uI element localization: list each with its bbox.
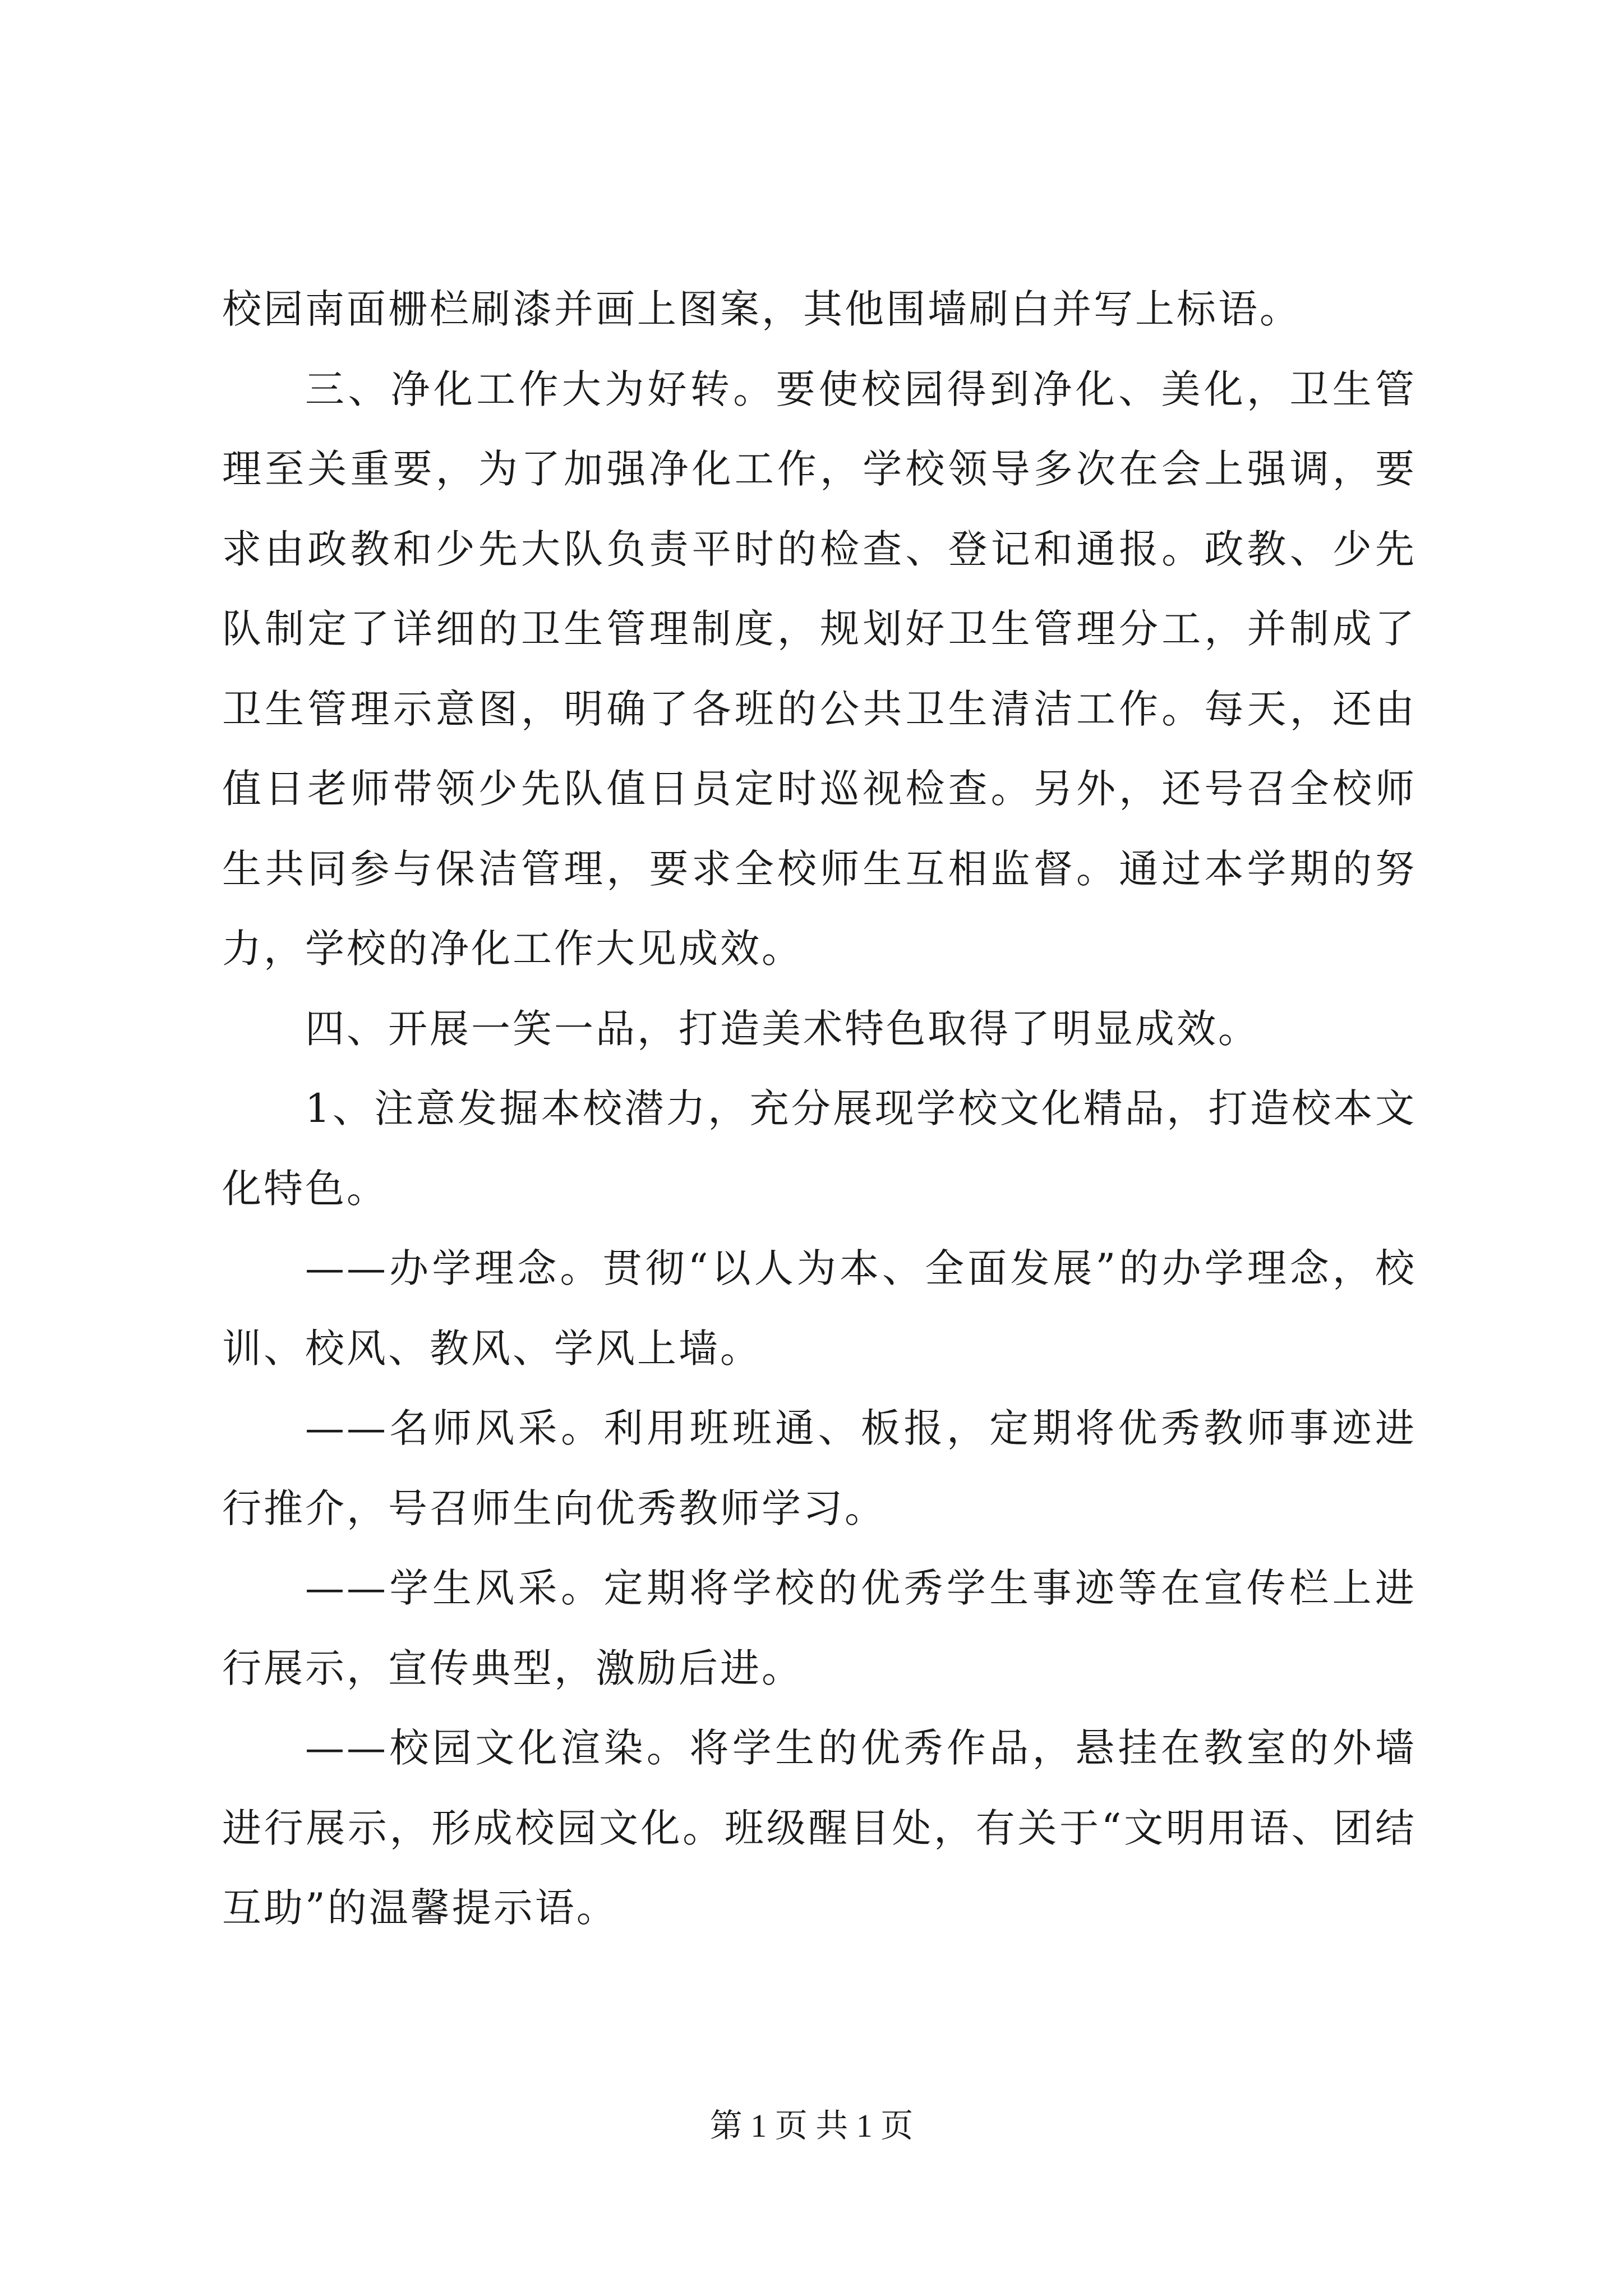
paragraph-section-three: 三、净化工作大为好转。要使校园得到净化、美化，卫生管理至关重要，为了加强净化工作，学校领导多次在会上强调，要求由政教和少先大队负责平时的检查、登记和通报。政教、少先队制定了详细的卫生管理制度，规划好卫生管理分工，并制成了卫生管理示意图，明确了各班的公共卫生清洁工作。每天，还由值日老师带领少先队值日员定时巡视检查。另外，还号召全校师生共同参与保洁管理，要求全校师生互相监督。通过本学期的努力，学校的净化工作大见成效。: [222, 366, 1417, 972]
paragraph-campus-culture: ——校园文化渲染。将学生的优秀作品，悬挂在教室的外墙进行展示，形成校园文化。班级醒目处，有关于“文明用语、团结互助”的温馨提示语。: [222, 1725, 1417, 1931]
paragraph-section-four: 四、开展一笑一品，打造美术特色取得了明显成效。: [305, 1005, 1260, 1052]
paragraph-school-philosophy: ——办学理念。贯彻“以人为本、全面发展”的办学理念，校训、校风、教风、学风上墙。: [222, 1245, 1417, 1372]
document-body: [222, 269, 1417, 1948]
paragraph-student-showcase: ——学生风采。定期将学校的优秀学生事迹等在宣传栏上进行展示，宣传典型，激励后进。: [222, 1565, 1417, 1691]
paragraph-continuation: 校园南面栅栏刷漆并画上图案，其他围墙刷白并写上标语。: [222, 286, 1301, 332]
page-number-footer: 第 1 页 共 1 页: [709, 2108, 914, 2144]
paragraph-teacher-showcase: ——名师风采。利用班班通、板报，定期将优秀教师事迹进行推介，号召师生向优秀教师学习。: [222, 1405, 1417, 1531]
paragraph-item-one: 1、注意发掘本校潜力，充分展现学校文化精品，打造校本文化特色。: [222, 1085, 1417, 1212]
